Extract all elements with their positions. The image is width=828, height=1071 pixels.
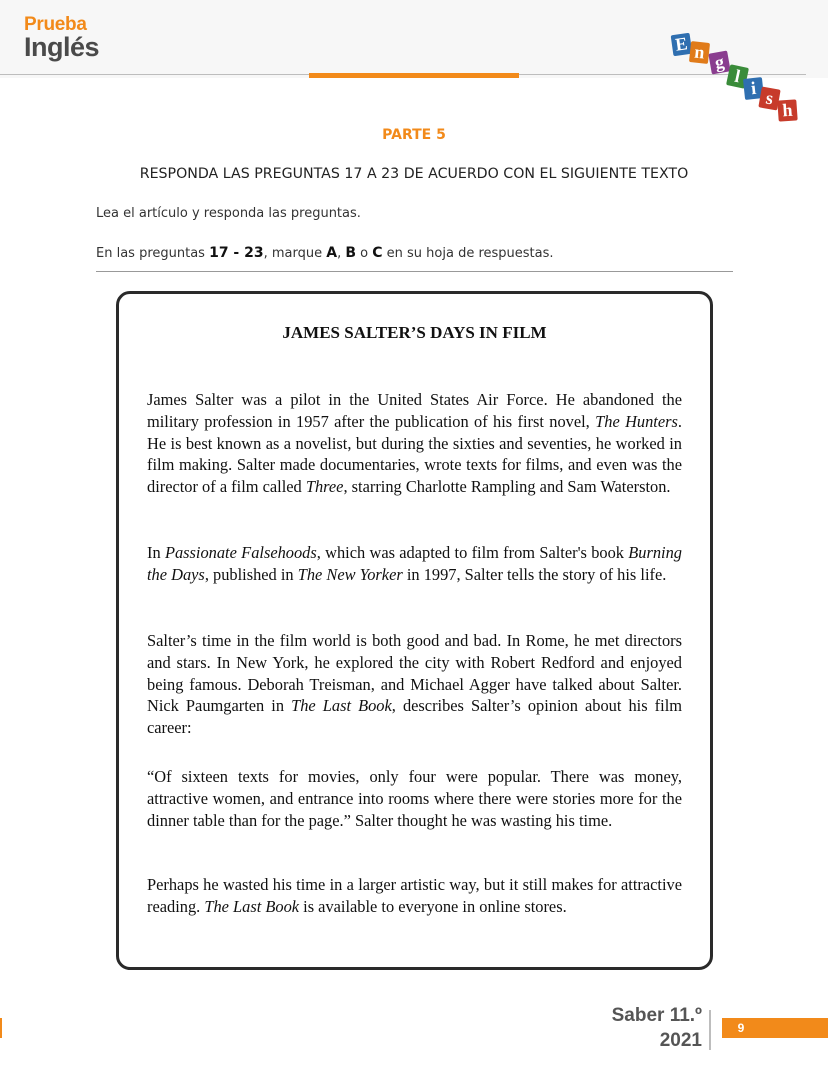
logo-tile-i: i: [743, 77, 764, 100]
footer-exam-name: Saber 11.º: [611, 1005, 702, 1026]
logo-tile-l: l: [726, 64, 749, 88]
article-title: JAMES SALTER’S DAYS IN FILM: [282, 323, 547, 342]
answer-instruction-sep1: ,: [337, 246, 346, 261]
brand-prueba: Prueba: [24, 14, 87, 35]
answer-instruction-post: en su hoja de respuestas.: [382, 246, 554, 261]
article-paragraph-3: [147, 630, 682, 739]
p1-italic-2: Three: [305, 477, 344, 497]
answer-instruction-mid: , marque: [263, 246, 327, 261]
english-logo: [670, 30, 800, 125]
question-range: 17 - 23: [209, 245, 264, 261]
p1-italic-1: The Hunters: [595, 411, 678, 431]
answer-instruction-sep2: o: [356, 246, 373, 261]
header-accent-bar: [309, 73, 519, 78]
p1-text-3: , starring Charlotte Rampling and Sam Waterston.: [343, 477, 671, 497]
answer-instruction-pre: En las preguntas: [96, 246, 210, 261]
logo-tile-g: g: [708, 51, 730, 75]
brand-subject: Inglés: [24, 32, 100, 62]
intro-text: Lea el artículo y responda las preguntas.: [96, 206, 361, 221]
p1-text-1: James Salter was a pilot in the United States Air Force. He abandoned the military profession in 1957 after the publication of his first novel,: [147, 390, 682, 431]
footer-left-mark: [0, 1018, 2, 1038]
p5-text-2: is available to everyone in online stores.: [299, 896, 567, 916]
p2-italic-2: Burning the Days: [147, 543, 682, 584]
p2-text-3: , published in: [204, 564, 298, 584]
option-a: A: [326, 245, 338, 261]
article-paragraph-1: [147, 389, 682, 498]
p2-text-4: in 1997, Salter tells the story of his life.: [402, 564, 667, 584]
p5-italic-1: The Last Book: [204, 896, 300, 916]
article-paragraph-2: [147, 542, 682, 586]
p3-text-1: Salter’s time in the film world is both good and bad. In Rome, he met directors and stars. In New York, he explored the city with Robert Redford and enjoyed being famous. Deborah Treisman, and Michael Agger have talked about Salter. Nick Paumgarten in: [147, 631, 682, 716]
logo-tile-n: n: [689, 41, 710, 64]
footer-exam-year: 2021: [659, 1030, 702, 1051]
p2-text-2: , which was adapted to film from Salter's book: [316, 543, 629, 562]
page-number: 9: [737, 1021, 745, 1035]
p3-italic-1: The Last Book: [291, 696, 392, 716]
footer-separator: [709, 1010, 711, 1050]
instruction-heading: RESPONDA LAS PREGUNTAS 17 A 23 DE ACUERDO CON EL SIGUIENTE TEXTO: [139, 166, 689, 182]
option-b: B: [345, 245, 357, 261]
p2-italic-3: The New Yorker: [297, 564, 403, 584]
article-box: [116, 291, 713, 970]
p2-italic-1: Passionate Falsehoods: [164, 543, 317, 562]
section-divider: [96, 271, 733, 272]
article-paragraph-5: [147, 874, 682, 918]
option-c: C: [372, 245, 383, 261]
logo-tile-h: h: [777, 99, 797, 121]
answer-instruction: [96, 245, 554, 261]
part-title: PARTE 5: [382, 127, 446, 143]
logo-tile-e: E: [671, 33, 693, 56]
p3-text-2: , describes Salter’s opinion about his film career:: [147, 696, 683, 738]
p5-text-1: Perhaps he wasted his time in a larger artistic way, but it still makes for attractive reading.: [147, 875, 682, 916]
article-paragraph-4: “Of sixteen texts for movies, only four were popular. There was money, attractive women, and entrance into rooms where there were stories more for the dinner table than for the page.” Salter thought he was wasting his time.: [147, 767, 682, 830]
p2-text-1: In: [147, 543, 165, 562]
logo-tile-s: s: [758, 87, 780, 111]
p1-text-2: . He is best known as a novelist, but during the sixties and seventies, he worked in film making. Salter made documentaries, wrote texts for films, and even was the director of a film called: [147, 411, 683, 497]
